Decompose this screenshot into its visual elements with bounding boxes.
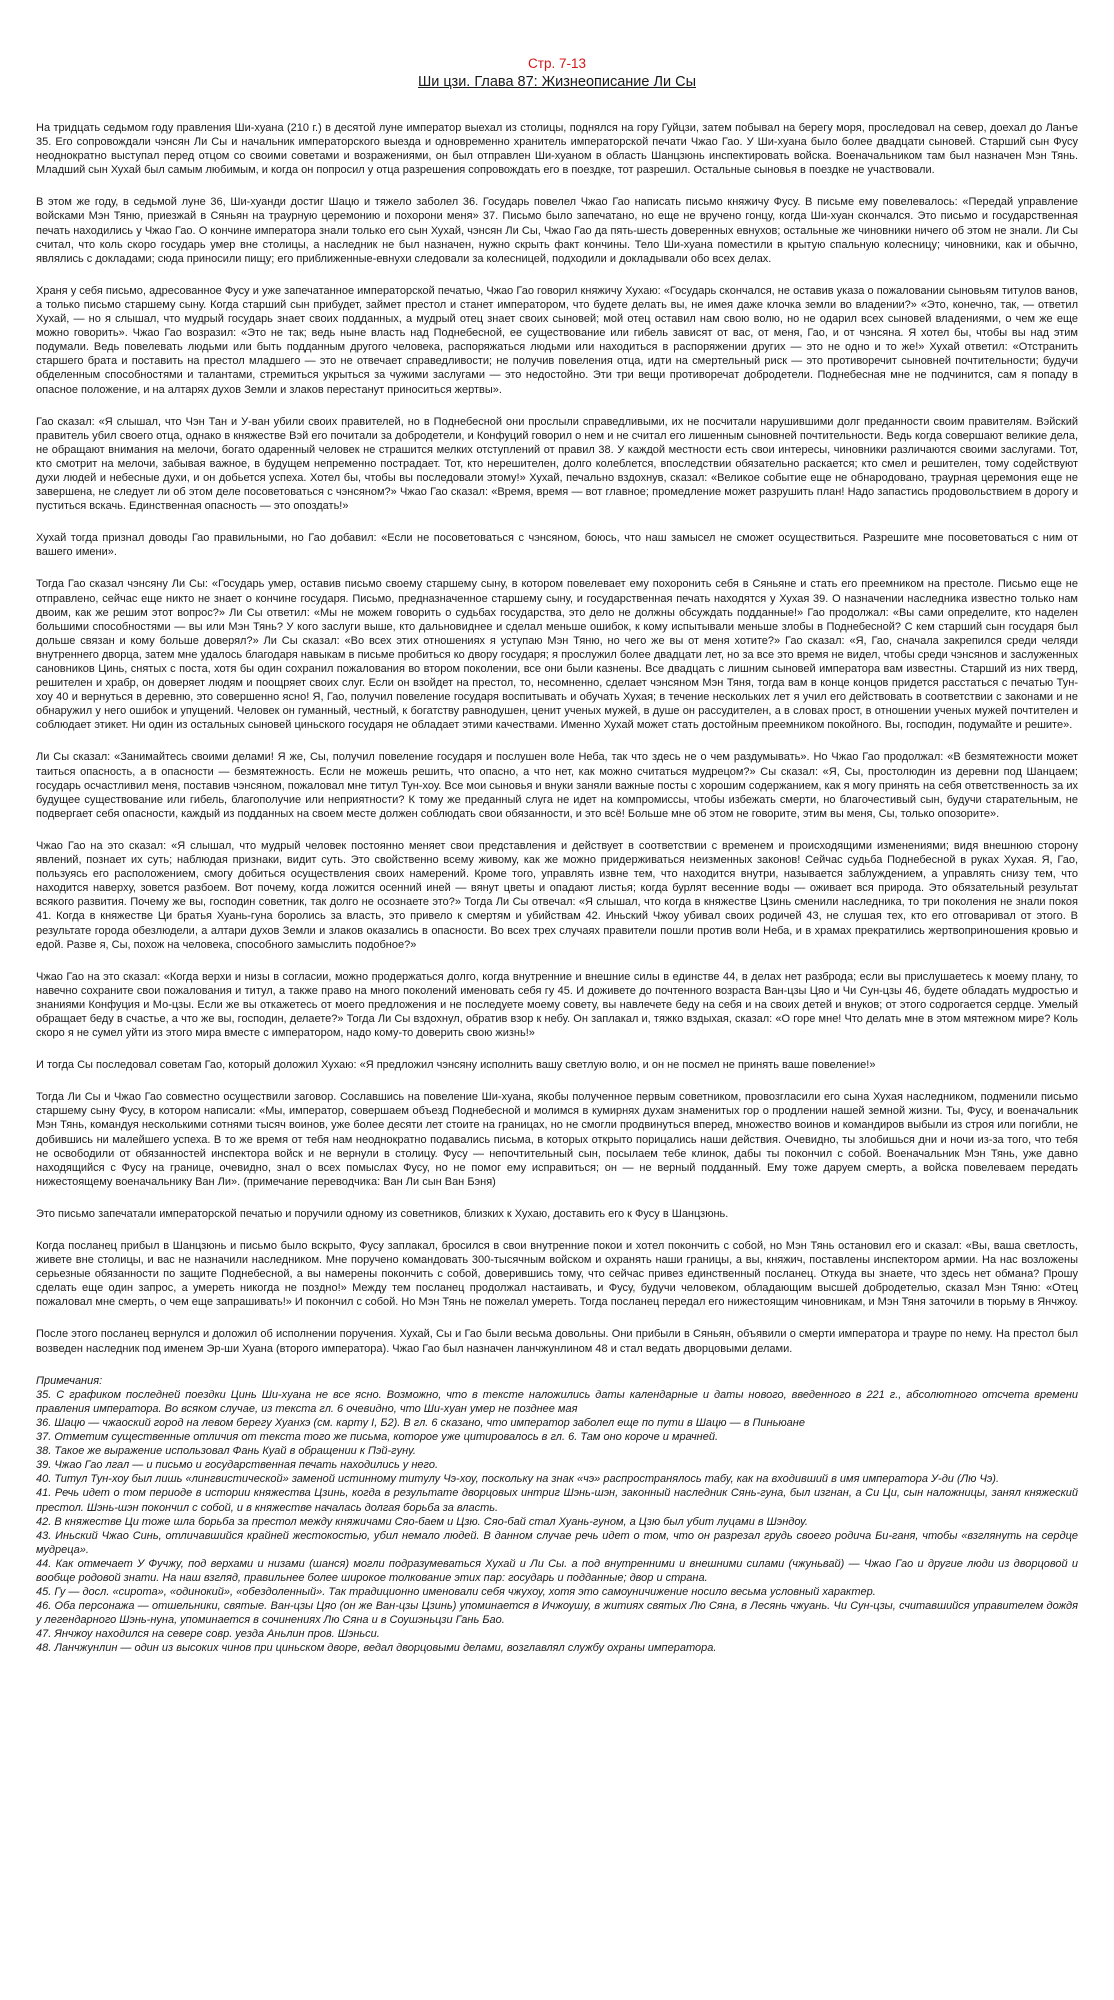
footnotes-heading: Примечания: xyxy=(36,1374,103,1387)
paragraph xyxy=(36,1058,1078,1072)
paragraph-text: Это письмо запечатали императорской печатью и поручили одному из советников, близких к Хухаю, доставить его к Фусу в Шанцзюнь. xyxy=(36,1207,729,1220)
footnote: 42. В княжестве Ци тоже шла борьба за престол между княжичами Сяо-баем и Цзю. Сяо-бай стал Хуань-гуном, а Цзю был убит луцами в Шэндоу. xyxy=(36,1515,808,1528)
footnote: 44. Как отмечает У Фучжу, под верхами и низами (шанся) могли подразумеваться Хухай и Ли Сы. а под внутренними и внешними силами (чжуньвай) — Чжао Гао и другие люди из дворцовой и вообще родовой знати. На наш взгляд, правильнее более широкое толкование этих пар: государь и подданные; двор и страна. xyxy=(36,1557,1078,1584)
paragraph xyxy=(36,1207,1078,1221)
footnote: 47. Янчжоу находился на севере совр. уезда Аньлин пров. Шэньси. xyxy=(36,1628,380,1641)
paragraph xyxy=(36,121,1078,177)
paragraph xyxy=(36,970,1078,1040)
paragraph xyxy=(36,1327,1078,1355)
footnote: 48. Ланчжунлин — один из высоких чинов при циньском дворе, ведал дворцовыми делами, возглавлял службу охраны императора. xyxy=(36,1642,717,1655)
footnote: 38. Такое же выражение использовал Фань Куай в обращении к Пэй-гуну. xyxy=(36,1445,416,1458)
footnote: 39. Чжао Гао лгал — и письмо и государственная печать находились у него. xyxy=(36,1459,438,1472)
footnote: 43. Иньский Чжао Синь, отличавшийся крайней жестокостью, убил немало людей. В данном случае речь идет о том, что он разрезал грудь своего родича Би-ганя, чтобы «взглянуть на сердце мудреца». xyxy=(36,1529,1078,1556)
paragraph-text: Тогда Ли Сы и Чжао Гао совместно осуществили заговор. Сославшись на повеление Ши-хуана, якобы полученное первым советником, провозгласили его сына Хухая наследником, подменили письмо старшему сыну Фусу, в котором написали: «Мы, император, совершаем объезд Поднебесной и молимся в кумирнях духам знаменитых гор о продлении нашей земной жизни. Ты, Фусу, и военачальник Мэн Тянь, командуя несколькими сотнями тысяч воинов, уже более десяти лет стоите на границах, но не смогли продвинуться вперед, множество воинов и командиров выбыли из строя или погибли, не добившись ни малейшего успеха. В то же время от тебя нам неоднократно подавались письма, в которых открыто порицались наши действия. Очевидно, ты злобишься дни и ночи из-за того, что тебя не освободили от обязанностей инспектора войск и не вернули в столицу. Фусу — непочтительный сын, посылаем тебе клинок, дабы ты покончил с собой. Военачальник Мэн Тянь, уже давно находящийся с Фусу на границе, очевидно, знал о всех помыслах Фусу, но не помог ему исправиться; он — не верный подданный. Ему тоже даруем смерть, а войска повелеваем передать нижестоящему военачальнику Ван Ли». (примечание переводчика: Ван Ли сын Ван Бэня) xyxy=(36,1091,1078,1188)
paragraph-text: Хухай тогда признал доводы Гао правильными, но Гао добавил: «Если не посоветоваться с чэнсяном, боюсь, что наш замысел не сможет осуществиться. Разрешите мне посоветоваться с ним от вашего имени». xyxy=(36,532,1078,559)
paragraph xyxy=(36,839,1078,952)
paragraph xyxy=(36,1090,1078,1189)
paragraph xyxy=(36,531,1078,559)
footnote: 45. Гу — досл. «сирота», «одинокий», «обездоленный». Так традиционно именовали себя чжухоу, хотя это самоуничижение носило весьма условный характер. xyxy=(36,1586,876,1599)
footnote: 36. Шацю — чжаоский город на левом берегу Хуанхэ (см. карту I, Б2). В гл. 6 сказано, что император заболел еще по пути в Шацю — в Пиньюане xyxy=(36,1416,805,1429)
paragraph-text: В этом же году, в седьмой луне 36, Ши-хуанди достиг Шацю и тяжело заболел 36. Государь повелел Чжао Гао написать письмо княжичу Фусу. В письме ему повелевалось: «Передай управление войсками Мэн Тяню, приезжай в Сяньян на траурную церемонию и похорони меня» 37. Письмо было запечатано, но еще не вручено гонцу, когда Ши-хуан скончался. Это письмо и государственная печать находились у Чжао Гао. О кончине императора знали только его сын Хухай, чэнсян Ли Сы, Чжао Гао да пять-шесть доверенных евнухов; остальные же чиновники ничего об этом не знали. Ли Сы считал, что коль скоро государь умер вне столицы, а наследник не был назначен, нужно скрыть факт кончины. Тело Ши-хуана поместили в крытую спальную колесницу; чиновники, как и обычно, являлись с докладами; сюда приносили пищу; его приближенные-евнухи следовали за колесницей, подходили и докладывали обо всех делах. xyxy=(36,196,1078,265)
paragraph xyxy=(36,1239,1078,1309)
paragraph xyxy=(36,284,1078,397)
paragraph-text: Ли Сы сказал: «Занимайтесь своими делами! Я же, Сы, получил повеление государя и послушен воле Неба, так что здесь не о чем раздумывать». Но Чжао Гао продолжал: «В безмятежности может таиться опасность, а в опасности — безмятежность. Если не можешь решить, что опасно, а что нет, как можно считаться мудрецом?» Сы сказал: «Я, Сы, простолюдин из деревни под Шанцаем; государь осчастливил меня, поставив чэнсяном, пожаловал мне титул Тун-хоу. Все мои сыновья и внуки заняли важные посты с хорошим содержанием, как я могу принять на себя ответственность за их будущее существование или гибель, благополучие или неприятности? К тому же преданный слуга не идет на компромиссы, чтобы избежать смерти, но благочестивый сын, будучи старательным, не подвергает себя опасности, каждый из подданных на своем месте должен соблюдать свои обязанности, и это всё! Больше мне об этом не говорите, этим вы меня, Сы, только опозорите». xyxy=(36,751,1078,820)
paragraph-text: На тридцать седьмом году правления Ши-хуана (210 г.) в десятой луне император выехал из столицы, поднялся на гору Гуйцзи, затем побывал на берегу моря, проследовал на север, доехал до Ланъе 35. Его сопровождали чэнсян Ли Сы и начальник императорского выезда и одновременно хранитель императорской печати Чжао Гао. У Ши-хуана было более двадцати сыновей. Старший сын Фусу неоднократно выступал перед отцом со своими советами и возражениями, он был отправлен Ши-хуаном в область Шанцзюнь инспектировать войска. Военачальником там был назначен Мэн Тянь. Младший сын Хухай был самым любимым, и когда он попросил у отца разрешения сопровождать его в поездке, тот разрешил. Остальные сыновья в поездке не участвовали. xyxy=(36,122,1078,177)
paragraph xyxy=(36,195,1078,265)
paragraph-text: Чжао Гао на это сказал: «Когда верхи и низы в согласии, можно продержаться долго, когда внутренние и внешние силы в единстве 44, в делах нет разброда; если вы прислушаетесь к моему плану, то навечно сохраните свои пожалования и титул, а также право на много поколений именовать себя гу 45. И доживете до почтенного возраста Ван-цзы Цяо и Чи Сун-цзы 46, будете обладать мудростью и знаниями Конфуция и Мо-цзы. Если же вы откажетесь от моего предложения и не последуете моему совету, вы навлечете беду на себя и на своих детей и внуков; от этого содрогается сердце. Умелый обращает беду в счастье, а что же вы, господин, делаете?» Тогда Ли Сы вздохнул, обратив взор к небу. Он заплакал и, тяжко вздыхая, сказал: «О горе мне! Что делать мне в этом мятежном мире? Коль скоро я не сумел уйти из этого мира вместе с императором, надо кому-то доверить свою жизнь!» xyxy=(36,970,1078,1040)
footnote: 40. Титул Тун-хоу был лишь «лингвистической» заменой истинному титулу Чэ-хоу, поскольку на знак «чэ» распространялось табу, как на входивший в имя императора У-ди (Лю Чэ). xyxy=(36,1473,1000,1486)
paragraph-text: И тогда Сы последовал советам Гао, который доложил Хухаю: «Я предложил чэнсяну исполнить вашу светлую волю, и он не посмел не принять ваше повеление!» xyxy=(36,1059,876,1072)
footnote: 35. С графиком последней поездки Цинь Ши-хуана не все ясно. Возможно, что в тексте наложились даты календарные и даты нового, введенного в 221 г., абсолютного отсчета времени правления императора. Во всяком случае, из текста гл. 6 очевидно, что Ши-хуан умер не позднее мая xyxy=(36,1388,1078,1415)
paragraph-text: Храня у себя письмо, адресованное Фусу и уже запечатанное императорской печатью, Чжао Гао говорил княжичу Хухаю: «Государь скончался, не оставив указа о пожаловании сыновьям титулов ванов, а только письмо старшему сыну. Когда старший сын прибудет, займет престол и станет императором, что будете делать вы, не имея даже клочка земли во владении?» «Это, конечно, так, — ответил Хухай, — но я слышал, что мудрый государь знает своих подданных, а мудрый отец знает своих сыновей; мой отец оставил нам свою волю, но не одарил всех сыновей владениями, о чем же еще можно говорить». Чжао Гао возразил: «Это не так; ведь ныне власть над Поднебесной, ее существование или гибель зависят от вас, от меня, Гао, и от чэнсяна. Я хотел бы, чтобы вы над этим подумали. Ведь повелевать людьми или быть подданным другого человека, распоряжаться людьми или находиться в распоряжении других — это не одно и то же!» Хухай ответил: «Отстранить старшего брата и поставить на престол младшего — это не отвечает справедливости; не получив повеления отца, идти на смертельный риск — это противоречит сыновней почтительности; будучи обделенным способностями и талантами, стремиться укрыться за чужими заслугами — это недостойно. Эти три вещи противоречат добродетели. Поднебесная мне не подчинится, сам я попаду в опасное положение, и на алтарях духов Земли и злаков перестанут приноситься жертвы». xyxy=(36,284,1078,396)
footnote: 41. Речь идет о том периоде в истории княжества Цзинь, когда в результате дворцовых интриг Шэнь-шэн, законный наследник Сянь-гуна, был изгнан, а Си Ци, сын наложницы, занял княжеский престол. Шэнь-шэн покончил с собой, и в княжестве началась долгая борьба за власть. xyxy=(36,1487,1078,1514)
paragraph-text: Чжао Гао на это сказал: «Я слышал, что мудрый человек постоянно меняет свои представления и действует в соответствии с временем и происходящими изменениями; видя внешнюю сторону явлений, познает их суть; наблюдая признаки, видит суть. Это свойственно всему живому, как же можно придерживаться неизменных законов! Сейчас судьба Поднебесной в руках Хухая. Я, Гао, пользуясь его расположением, смогу добиться осуществления своих намерений. Кроме того, управлять извне тем, что находится внутри, называется заблуждением, а управлять снизу тем, что находится наверху, зовется разбоем. Вот почему, когда ложится осенний иней — вянут цветы и опадают листья; когда бурлят весенние воды — оживает вся природа. Это обязательный результат всякого развития. Почему же вы, господин советник, так долго не осознаете это?» Тогда Ли Сы отвечал: «Я слышал, что когда в княжестве Цзинь сменили наследника, то три поколения не знали покоя 41. Когда в княжестве Ци братья Хуань-гуна боролись за власть, это привело к смертям и убийствам 42. Иньский Чжоу убивал своих родичей 43, не слушая тех, кто его отговаривал от этого. В результате города обезлюдели, а алтари духов Земли и злаков оказались в опасности. Во всех трех случаях правители пошли против воли Неба, и в храмах прекратились жертвоприношения кровью и едой. Разве я, Сы, похож на человека, способного замыслить подобное?» xyxy=(36,839,1078,951)
paragraph-text: Когда посланец прибыл в Шанцзюнь и письмо было вскрыто, Фусу заплакал, бросился в свои внутренние покои и хотел покончить с собой, но Мэн Тянь остановил его и сказал: «Вы, ваша светлость, живете вне столицы, и вас не назначили наследником. Мне поручено командовать 300-тысячным войском и охранять наши границы, а вы, княжич, поставлены инспектором армии. На нас возложены серьезные обязанности по защите Поднебесной, а вы намерены покончить с собой, доверившись тому, что сейчас привез единственный посланец. Откуда вы знаете, что здесь нет обмана? Прошу сделать еще один запрос, а умереть никогда не поздно!» Между тем посланец продолжал настаивать, и Фусу, будучи человеком, обладающим высшей добродетелью, сказал Мэн Тяню: «Отец пожаловал мне смерть, о чем еще запрашивать!» И покончил с собой. Но Мэн Тянь не пожелал умереть. Тогда посланец передал его нижестоящим чиновникам, и Мэн Тяня заточили в тюрьму в Янчжоу. xyxy=(36,1240,1078,1309)
paragraph-text: Гао сказал: «Я слышал, что Чэн Тан и У-ван убили своих правителей, но в Поднебесной они прослыли справедливыми, их не посчитали нарушившими долг преданности своим правителям. Вэйский правитель убил своего отца, однако в княжестве Вэй его почитали за добродетели, и Конфуций говорил о нем и не считал его лишенным сыновней почтительности. Ведь когда совершают великие дела, не обращают внимания на мелочи, богато одаренный человек не страшится мелких отступлений от правил 38. У каждой местности есть свои интересы, чиновники различаются своими заслугами. Тот, кто смотрит на мелочи, забывая важное, в будущем непременно пострадает. Тот, кто нерешителен, долго колеблется, впоследствии обязательно раскается; кто смел и решителен, тому содействуют духи людей и небесные духи, и он добьется успеха. Хотел бы, чтобы вы последовали этому!» Хухай, печально вздохнув, сказал: «Великое событие еще не обнародовано, траурная церемония еще не завершена, не следует ли об этом деле посоветоваться с чэнсяном?» Чжао Гао сказал: «Время, время — вот главное; промедление может разрушить план! Надо запастись продовольствием в дорогу и пуститься вскачь. Единственная опасность — это опоздать!» xyxy=(36,415,1078,513)
footnote: 37. Отметим существенные отличия от текста того же письма, которое уже цитировалось в гл. 6. Там оно короче и мрачней. xyxy=(36,1431,719,1444)
paragraph xyxy=(36,750,1078,820)
paragraph-text: После этого посланец вернулся и доложил об исполнении поручения. Хухай, Сы и Гао были весьма довольны. Они прибыли в Сяньян, объявили о смерти императора и трауре по нему. На престол был возведен наследник под именем Эр-ши Хуана (второго императора). Чжао Гао был назначен ланчжунлином 48 и стал ведать дворцовыми делами. xyxy=(36,1328,1078,1355)
paragraph xyxy=(36,577,1078,732)
footnotes-section xyxy=(36,1374,1078,1656)
document-body xyxy=(36,121,1078,1656)
footnote: 46. Оба персонажа — отшельники, святые. Ван-цзы Цяо (он же Ван-цзы Цзинь) упоминается в Ичжоушу, в житиях святых Лю Сяна, в Лесянь чжуань. Чи Сун-цзы, считавшийся управителем дождя у легендарного Шэнь-нуна, упоминается в сочинениях Лю Сяна и в Соушэньцзи Гань Бао. xyxy=(36,1600,1078,1627)
page-reference: Стр. 7-13 xyxy=(528,56,586,71)
chapter-title: Ши цзи. Глава 87: Жизнеописание Ли Сы xyxy=(417,74,697,90)
paragraph-text: Тогда Гао сказал чэнсяну Ли Сы: «Государь умер, оставив письмо своему старшему сыну, в котором повелевает ему похоронить себя в Сяньяне и стать его преемником на престоле. Письмо еще не отправлено, сейчас еще никто не знает о кончине государя. Письмо, предназначенное старшему сыну, и государственная печать находятся у Хухая 39. О назначении наследника известно только нам двоим, как же решим этот вопрос?» Ли Сы ответил: «Мы не можем говорить о судьбах государства, это дело не должны обсуждать подданные!» Гао продолжал: «Вы сами определите, кто наделен большими способностями — вы или Мэн Тянь? У кого заслуги выше, кто дальновиднее и сделал меньше ошибок, к кому испытывали меньше злобы в Поднебесной? С кем старший сын государя был дольше связан и кому больше доверял?» Ли Сы сказал: «Во всех этих отношениях я уступаю Мэн Тяню, но чего же вы от меня хотите?» Гао сказал: «Я, Гао, сначала закрепился среди челяди внутреннего дворца, затем мне удалось благодаря навыкам в письме пробиться ко двору государя; я прослужил более двадцати лет, но за все это время не видел, чтобы среди чэнсянов и заслуженных сановников Цинь, снятых с поста, хотя бы один сохранил пожалования во втором поколении, все они были казнены. Все двадцать с лишним сыновей императора вам известны. Старший из них тверд, решителен и храбр, он доверяет людям и поощряет своих слуг. Если он взойдет на престол, то, несомненно, сделает чэнсяном Мэн Тяня, тогда вам в конце концов придется расстаться с печатью Тун-хоу 40 и вернуться в деревню, это совершенно ясно! Я, Гао, получил повеление государя воспитывать и обучать Хухая; в течение нескольких лет я учил его действовать в соответствии с законами и не обнаружил у него ошибок и упущений. Человек он гуманный, честный, к богатству равнодушен, ценит ученых мужей, в душе он рассудителен, а в словах прост, в отношении ученых мужей почтителен и соблюдает этикет. Ни один из остальных сыновей циньского государя не обладает этими качествами. Именно Хухай может стать достойным преемником покойного. Вы, господин, подумайте и решите». xyxy=(36,578,1078,732)
document-header xyxy=(36,56,1078,91)
paragraph xyxy=(36,415,1078,514)
